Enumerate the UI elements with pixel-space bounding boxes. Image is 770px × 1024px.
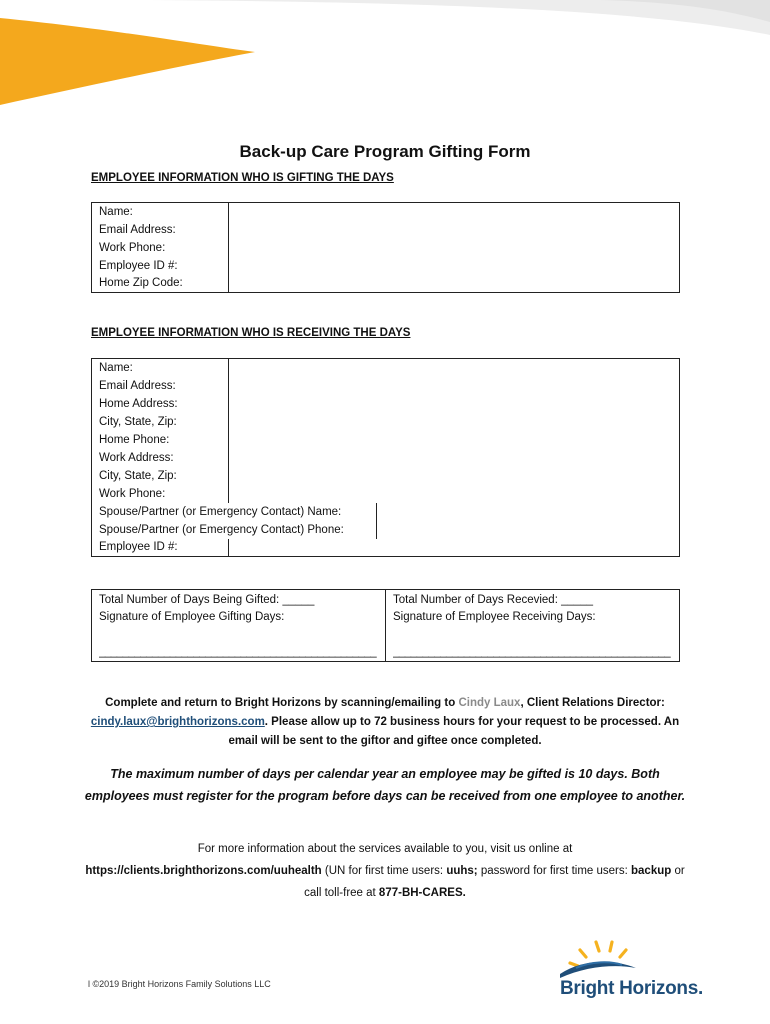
website-link[interactable]: https://clients.brighthorizons.com/uuhealth: [85, 865, 322, 877]
field-label: Work Phone:: [92, 239, 229, 257]
table-row: [92, 395, 680, 413]
password-value: backup: [631, 865, 672, 877]
field-label: Work Address:: [92, 449, 229, 467]
receiver-section-heading: EMPLOYEE INFORMATION WHO IS RECEIVING THE DAYS: [91, 327, 411, 339]
receiver-work-address-field[interactable]: [229, 449, 680, 467]
info-text: or call toll-free at: [304, 865, 685, 899]
days-signature-table: [91, 589, 680, 662]
table-row: [92, 377, 680, 395]
spouse-name-field[interactable]: [377, 503, 680, 521]
return-instructions: [80, 694, 690, 751]
giver-section-heading: EMPLOYEE INFORMATION WHO IS GIFTING THE DAYS: [91, 172, 394, 184]
table-row: [92, 203, 680, 221]
copyright-footer: l ©2019 Bright Horizons Family Solutions LLC: [88, 979, 271, 989]
page-title: Back-up Care Program Gifting Form: [239, 142, 531, 161]
table-row: [92, 221, 680, 239]
contact-email-link[interactable]: cindy.laux@brighthorizons.com: [90, 716, 265, 728]
receiver-email-field[interactable]: [229, 377, 680, 395]
table-row: [92, 449, 680, 467]
phone-number: 877-BH-CARES.: [378, 887, 466, 899]
field-label: Name:: [92, 203, 229, 221]
receiver-work-phone-field[interactable]: [229, 485, 680, 503]
table-row: [92, 539, 680, 557]
field-label: Work Phone:: [92, 485, 229, 503]
table-row: [92, 413, 680, 431]
table-row: [92, 257, 680, 275]
more-info: [80, 838, 690, 904]
field-label: Spouse/Partner (or Emergency Contact) Phone:: [92, 521, 377, 539]
gifting-signature-label: Signature of Employee Gifting Days:: [99, 611, 285, 623]
gifting-signature-line[interactable]: _______________________________________________: [99, 646, 377, 658]
receiver-home-address-field[interactable]: [229, 395, 680, 413]
field-label: Home Address:: [92, 395, 229, 413]
receiving-days-cell[interactable]: [386, 590, 680, 662]
instruction-text: Complete and return to Bright Horizons by scanning/emailing to: [105, 697, 459, 709]
receiver-home-phone-field[interactable]: [229, 431, 680, 449]
instruction-text: , Client Relations Director:: [520, 697, 665, 709]
giver-email-field[interactable]: [229, 221, 680, 239]
field-label: City, State, Zip:: [92, 413, 229, 431]
gifting-days-cell[interactable]: [92, 590, 386, 662]
days-gifted-label: Total Number of Days Being Gifted: _____: [99, 594, 315, 606]
field-label: Email Address:: [92, 377, 229, 395]
spouse-phone-field[interactable]: [377, 521, 680, 539]
policy-note: The maximum number of days per calendar year an employee may be gifted is 10 days. Both employees must register for the program before days can be received from one employee to another.: [84, 767, 686, 803]
days-received-label: Total Number of Days Recevied: _____: [393, 594, 594, 606]
receiver-work-city-state-zip-field[interactable]: [229, 467, 680, 485]
table-row: [92, 239, 680, 257]
receiving-signature-label: Signature of Employee Receiving Days:: [393, 611, 596, 623]
info-text: (UN for first time users:: [321, 865, 447, 877]
instruction-text: . Please allow up to 72 business hours for your request to be processed. An email will be sent to the giftor and giftee once completed.: [228, 716, 680, 747]
giver-employee-id-field[interactable]: [229, 257, 680, 275]
receiver-info-table: [91, 358, 680, 557]
receiver-name-field[interactable]: [229, 359, 680, 377]
header-swoosh-decoration: [0, 0, 770, 120]
info-text: For more information about the services available to you, visit us online at: [197, 843, 573, 855]
field-label: Spouse/Partner (or Emergency Contact) Name:: [92, 503, 377, 521]
username-value: uuhs;: [446, 865, 478, 877]
info-text: password for first time users:: [477, 865, 631, 877]
field-label: Name:: [92, 359, 229, 377]
receiver-employee-id-field[interactable]: [229, 539, 680, 557]
field-label: City, State, Zip:: [92, 467, 229, 485]
table-row: [92, 485, 680, 503]
giver-info-table: [91, 202, 680, 293]
table-row: [92, 431, 680, 449]
field-label: Home Phone:: [92, 431, 229, 449]
giver-name-field[interactable]: [229, 203, 680, 221]
field-label: Employee ID #:: [92, 257, 229, 275]
table-row: [92, 590, 680, 662]
field-label: Home Zip Code:: [92, 275, 229, 293]
receiver-city-state-zip-field[interactable]: [229, 413, 680, 431]
table-row: [92, 275, 680, 293]
giver-zip-field[interactable]: [229, 275, 680, 293]
field-label: Email Address:: [92, 221, 229, 239]
table-row: [92, 359, 680, 377]
table-row: [92, 467, 680, 485]
field-label: Employee ID #:: [92, 539, 229, 557]
table-row: [92, 521, 680, 539]
receiving-signature-line[interactable]: _______________________________________________: [393, 646, 671, 658]
giver-work-phone-field[interactable]: [229, 239, 680, 257]
contact-name: Cindy Laux: [458, 697, 521, 709]
table-row: [92, 503, 680, 521]
brand-logo-text: Bright Horizons.: [560, 978, 703, 999]
